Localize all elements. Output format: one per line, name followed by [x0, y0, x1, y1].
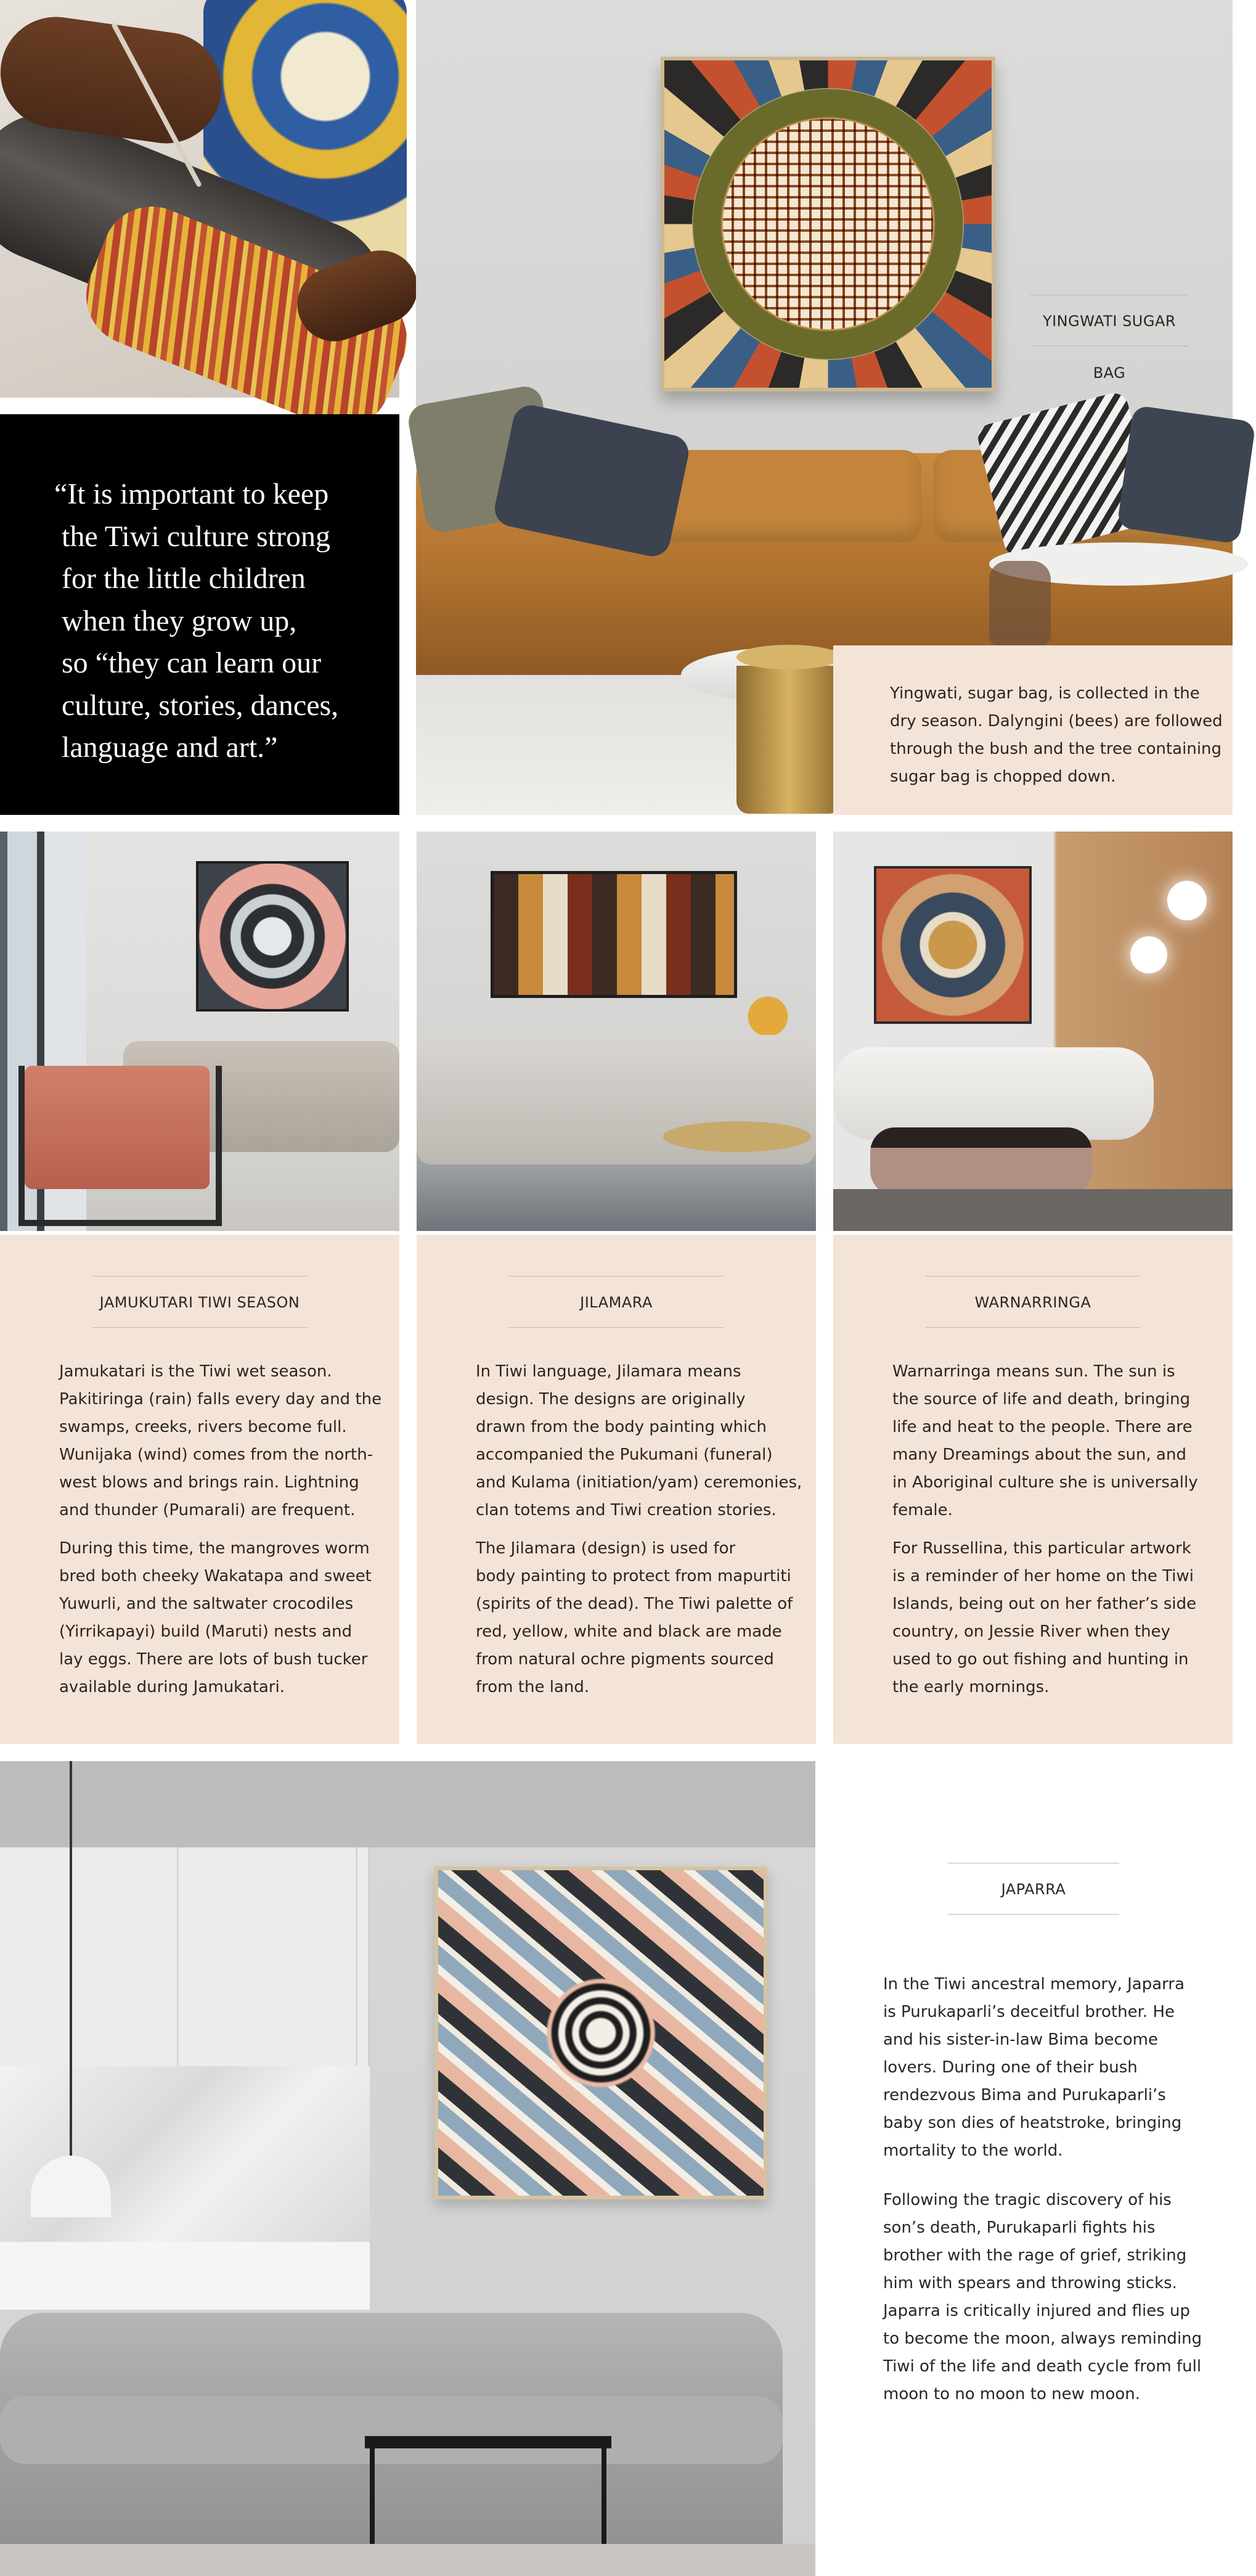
yingwati-artwork	[661, 57, 995, 391]
japarra-paragraph-2: Following the tragic discovery of his son’s death, Purukaparli fights his brother with the rage of grief, striking him with spears and throwing sticks. Japarra is critically injured and flies up to become the moon, always reminding Tiwi of the life and death cycle from full moon to no moon to new moon.	[883, 2191, 1202, 2403]
warnarringa-paragraph-2: For Russellina, this particular artwork is a reminder of her home on the Tiwi Islands, being out on her father’s side country, on Jessie River when they used to go out fishing and hunting in the early mornings.	[892, 1539, 1197, 1696]
warnarringa-artwork	[874, 866, 1032, 1024]
yingwati-title-tag	[1030, 295, 1188, 382]
jilamara-card	[417, 1235, 816, 1744]
jilamara-artwork	[491, 871, 737, 998]
jamukutari-paragraph-1: Jamukatari is the Tiwi wet season. Pakitiringa (rain) falls every day and the swamps, creeks, rivers become full. Wunijaka (wind) comes from the north- west blows and brings rain. Lightning and thunder (Pumarali) are frequent.	[59, 1362, 382, 1519]
japarra-text-panel	[815, 1761, 1233, 2576]
warnarringa-card	[833, 1235, 1233, 1744]
jilamara-paragraph-1: In Tiwi language, Jilamara means design. The designs are originally drawn from the body painting which accompanied the Pukumani (funeral) and Kulama (initiation/yam) ceremonies, clan totems and Tiwi creation stories.	[476, 1362, 802, 1519]
warnarringa-paragraph-1: Warnarringa means sun. The sun is the source of life and death, bringing life and heat to the people. There are many Dreamings about the sun, and in Aboriginal culture she is universally female.	[892, 1362, 1198, 1519]
jilamara-paragraph-2: The Jilamara (design) is used for body painting to protect from mapurtiti (spirits of the dead). The Tiwi palette of red, yellow, white and black are made from natural ochre pigments sourced from the land.	[476, 1539, 793, 1696]
yingwati-description: Yingwati, sugar bag, is collected in the dry season. Dalyngini (bees) are followed through the bush and the tree containing sugar bag is chopped down.	[890, 684, 1223, 786]
yingwati-title: YINGWATI SUGAR BAG	[1042, 313, 1176, 382]
jamukutari-room-photo	[0, 832, 399, 1231]
yingwati-caption-panel	[833, 645, 1233, 815]
japarra-title: JAPARRA	[948, 1863, 1119, 1915]
jamukutari-paragraph-2: During this time, the mangroves worm bred both cheeky Wakatapa and sweet Yuwurli, and the saltwater crocodiles (Yirrikapayi) build (Maruti) nests and lay eggs. There are lots of bush tucker available during Jamukatari.	[59, 1539, 372, 1696]
quote-text: “It is important to keep the Tiwi culture strong for the little children when they grow up, so “they can learn our culture, stories, dances, language and art.”	[54, 478, 339, 764]
jamukutari-artwork	[196, 861, 349, 1012]
japarra-artwork	[434, 1867, 767, 2199]
jamukutari-card	[0, 1235, 399, 1744]
japarra-paragraph-1: In the Tiwi ancestral memory, Japarra is Purukaparli’s deceitful brother. He and his sister-in-law Bima become lovers. During one of their bush rendezvous Bima and Purukaparli’s baby son dies of heatstroke, bringing mortality to the world.	[883, 1975, 1185, 2160]
jilamara-title: JILAMARA	[509, 1276, 724, 1328]
quote-panel	[0, 414, 399, 815]
warnarringa-room-photo	[833, 832, 1233, 1231]
artist-painting-photo	[0, 0, 399, 398]
warnarringa-title: WARNARRINGA	[926, 1276, 1140, 1328]
jamukutari-title: JAMUKUTARI TIWI SEASON	[92, 1276, 307, 1328]
jilamara-room-photo	[417, 832, 816, 1231]
